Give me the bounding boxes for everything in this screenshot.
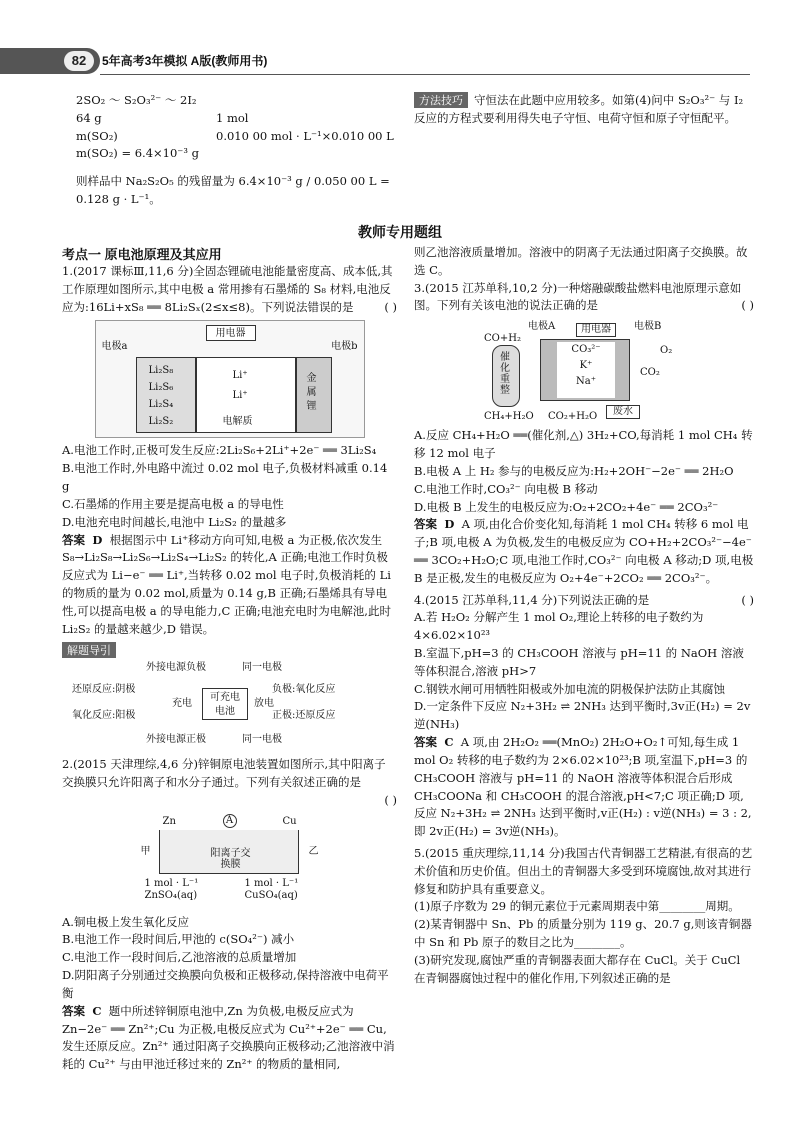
q2-option-b: B.电池工作一段时间后,甲池的 c(SO₄²⁻) 减小 (62, 932, 295, 947)
q5-part-3: (3)研究发现,腐蚀严重的青铜器表面大都存在 CuCl。关于 CuCl 在青铜器腐蚀过程中的催化作用,下列叙述正确的是 (414, 952, 741, 985)
guide-center2: 电池 (215, 706, 235, 718)
q4-stem: 4.(2015 江苏单科,11,4 分)下列说法正确的是 ( ) (414, 592, 754, 607)
answer-value: D (92, 532, 103, 547)
fig3-electrode-b: 电极B (634, 321, 662, 333)
fig2-zinc-copper-cell (140, 814, 319, 910)
method-tip-tag: 方法技巧 (414, 92, 468, 108)
q1-option-d: D.电池充电时间越长,电池中 Li₂S₂ 的量越多 (62, 514, 287, 529)
answer-explain: A 项,由化合价变化知,每消耗 1 mol CH₄ 转移 6 mol 电子;B 项,电极 A 为负极,发生的电极反应为 CO+H₂+2CO₃²⁻−4e⁻ ══ 3CO₂+H₂O;C 项,电池工作时,CO₃²⁻ 向电极 A 移动;D 项,电极 B 是正极,发生的电极反应为 O₂+4e⁻+2CO₂ ══ 2CO₃²⁻。 (414, 517, 754, 585)
calc-block (62, 92, 397, 209)
q4-option-a: A.若 H₂O₂ 分解产生 1 mol O₂,理论上转移的电子数约为 4×6.02×10²³ (414, 610, 704, 643)
fig3-reformer (492, 345, 520, 407)
fig1-electrolyte: 电解质 (222, 416, 253, 428)
guide-r1l: 还原反应:阴极 (72, 684, 136, 696)
guide-top: 外接电源负极 (146, 662, 206, 674)
q2-paren: ( ) (384, 792, 397, 807)
fig1-electrode-b: 电极b (331, 341, 358, 353)
q1-option-a: A.电池工作时,正极可发生反应:2Li₂S₆+2Li⁺+2e⁻ ══ 3Li₂S₄ (62, 443, 377, 458)
fig1-device: 用电器 (206, 325, 256, 341)
fig3-inlet: CO+H₂ (484, 333, 521, 345)
fig1-cathode-block (136, 357, 196, 433)
fig1-metal-block (296, 357, 332, 433)
q1-stem: 1.(2017 课标Ⅲ,11,6 分)全固态锂硫电池能量密度高、成本低,其工作原理如图所示,其中电极 a 常用掺有石墨烯的 S₈ 材料,电池反应为:16Li+xS₈ ══ 8Li₂Sₓ(2≤x≤8)。下列说法错误的是 ( ) (62, 264, 397, 314)
guide-charge: 充电 (172, 698, 192, 710)
fig1-metal: 金属锂 (306, 373, 317, 413)
right-column (414, 244, 754, 987)
guide-center (202, 688, 248, 720)
fig2-right-solution: 1 mol · L⁻¹ CuSO₄(aq) (244, 877, 299, 901)
fig3-waste: 废水 (606, 405, 640, 419)
method-tip (414, 92, 754, 128)
guide-r1r: 负极:氧化反应 (272, 684, 336, 696)
fig2-zn: Zn (162, 815, 176, 827)
answer-explain: 根据图示中 Li⁺移动方向可知,电极 a 为正极,依次发生 S₈→Li₂S₈→Li₂S₆→Li₂S₄→Li₂S₂ 的转化,A 正确;电池工作时负极反应式为 Li−e⁻ ══ Li⁺,当转移 0.02 mol 电子时,负极消耗的 Li 的物质的量为 0.02 mol,质量为 0.14 g,B 正确;石墨烯具有导电性,可以提高电极 a 的导电能力,C 正确;电池充电时为电解池,此时 Li₂S₂ 的量越来越少,D 错误。 (62, 532, 391, 636)
calc-line-5: 则样品中 Na₂S₂O₅ 的残留量为 6.4×10⁻³ g / 0.050 00 L = 0.128 g · L⁻¹。 (76, 174, 390, 207)
calc-line-3: m(SO₂) 0.010 00 mol · L⁻¹×0.010 00 L (76, 128, 394, 143)
fig1-label: Li₂S₆ (148, 382, 174, 394)
fig2-yi: 乙 (308, 845, 319, 857)
fig2-cu: Cu (282, 815, 297, 827)
fig2-left-solution: 1 mol · L⁻¹ ZnSO₄(aq) (144, 877, 199, 901)
kp-title: 考点一 原电池原理及其应用 (62, 247, 222, 262)
answer-value: C (444, 735, 454, 750)
fig2-jia: 甲 (140, 845, 151, 857)
q4-option-d: D.一定条件下反应 N₂+3H₂ ⇌ 2NH₃ 达到平衡时,3v正(H₂) = 2v逆(NH₃) (414, 699, 751, 732)
answer-value: D (444, 517, 455, 532)
q5-part-1: (1)原子序数为 29 的铜元素位于元素周期表中第________周期。 (414, 899, 740, 914)
guide-bottom2: 同一电极 (242, 734, 282, 746)
q5-stem: 5.(2015 重庆理综,11,14 分)我国古代青铜器工艺精湛,有很高的艺术价值和历史价值。但出土的青铜器大多受到环境腐蚀,故对其进行修复和防护具有重要意义。 (414, 845, 753, 896)
fig1-li-ion: Li⁺ (232, 390, 248, 402)
fig1-electrolyte-block (196, 357, 296, 433)
q4-option-b: B.室温下,pH=3 的 CH₃COOH 溶液与 pH=11 的 NaOH 溶液等体积混合,溶液 pH>7 (414, 646, 744, 678)
answer-explain: A 项,由 2H₂O₂ ══(MnO₂) 2H₂O+O₂↑可知,每生成 1 mol O₂ 转移的电子数约为 2×6.02×10²³;B 项,室温下,pH=3 的 CH₃COOH 溶液与 pH=11 的 NaOH 溶液等体积混合后形成 CH₃COONa 和 CH₃COOH 的混合溶液,pH<7;C 项正确;D 项,反应 N₂+3H₂ ⇌ 2NH₃ 达到平衡时,v正(H₂) : v逆(NH₃) = 3 : 2,即 2v正(H₂) = 3v逆(NH₃)。 (414, 735, 752, 839)
calc-line-4: m(SO₂) = 6.4×10⁻³ g (76, 146, 199, 161)
fig1-electrode-a: 电极a (101, 341, 128, 353)
fig3-ion: K⁺ (579, 360, 593, 372)
q3-option-d: D.电极 B 上发生的电极反应为:O₂+2CO₂+4e⁻ ══ 2CO₃²⁻ (414, 499, 719, 514)
q3-option-c: C.电池工作时,CO₃²⁻ 向电极 B 移动 (414, 481, 598, 496)
guide-center1: 可充电 (210, 692, 240, 704)
q2-continued: 则乙池溶液质量增加。溶液中的阴离子无法通过阳离子交换膜。故选 C。 (414, 245, 748, 277)
q2-stem: 2.(2015 天津理综,4,6 分)锌铜原电池装置如图所示,其中阳离子交换膜只允许阳离子和水分子通过。下列有关叙述正确的是 (62, 757, 386, 789)
section-title: 教师专用题组 (358, 224, 442, 240)
answer-label: 答案 (62, 532, 85, 547)
q4-option-c: C.钢铁水闸可用牺牲阳极或外加电流的阴极保护法防止其腐蚀 (414, 681, 726, 696)
fig3-electrolyte (557, 342, 615, 398)
q3-option-a: A.反应 CH₄+H₂O ══(催化剂,△) 3H₂+CO,每消耗 1 mol CH₄ 转移 12 mol 电子 (414, 428, 753, 461)
q2-option-c: C.电池工作一段时间后,乙池溶液的总质量增加 (62, 950, 297, 965)
q1-answer (62, 532, 397, 639)
answer-label: 答案 (62, 1003, 85, 1018)
fig3-outlet: CO₂+H₂O (548, 411, 598, 423)
method-tip-text: 守恒法在此题中应用较多。如第(4)问中 S₂O₃²⁻ 与 I₂ 反应的方程式要利用得失电子守恒、电荷守恒和原子守恒配平。 (414, 93, 744, 125)
fig3-device: 用电器 (576, 323, 616, 337)
fig2-membrane: 阳离子交换膜 (210, 847, 251, 870)
fig1-label: Li₂S₂ (148, 416, 174, 428)
q2-option-d: D.阴阳离子分别通过交换膜向负极和正极移动,保持溶液中电荷平衡 (62, 968, 389, 1000)
answer-label: 答案 (414, 735, 437, 750)
answer-value: C (92, 1003, 102, 1018)
guide-bottom: 外接电源正极 (146, 734, 206, 746)
calc-line-2: 64 g 1 mol (76, 110, 249, 125)
fig3-ch4: CH₄+H₂O (484, 411, 534, 423)
guide-r2r: 正极:还原反应 (272, 710, 336, 722)
left-column (62, 244, 397, 1074)
header-rule (100, 74, 750, 75)
q1-option-c: C.石墨烯的作用主要是提高电极 a 的导电性 (62, 496, 284, 511)
guide-r2l: 氧化反应:阳极 (72, 710, 136, 722)
q3-answer (414, 516, 754, 587)
q1-option-b: B.电池工作时,外电路中流过 0.02 mol 电子,负极材料减重 0.14 g (62, 461, 388, 494)
fig3-o2: O₂ (660, 345, 673, 357)
fig3-electrode-a: 电极A (528, 321, 556, 333)
fig3-reform: 催化重整 (500, 352, 510, 397)
q5-part-2: (2)某青铜器中 Sn、Pb 的质量分别为 119 g、20.7 g,则该青铜器中 Sn 和 Pb 原子的数目之比为________。 (414, 917, 752, 949)
guide-tag: 解题导引 (62, 642, 116, 658)
q2-answer (62, 1003, 397, 1074)
fig1-label: Li₂S₈ (148, 365, 174, 377)
q3-stem: 3.(2015 江苏单科,10,2 分)一种熔融碳酸盐燃料电池原理示意如图。下列有关该电池的说法正确的是 ( ) (414, 280, 754, 313)
fig1-label: Li₂S₄ (148, 399, 174, 411)
answer-label: 答案 (414, 517, 437, 532)
guide-discharge: 放电 (254, 698, 274, 710)
fig3-ion: CO₃²⁻ (571, 344, 601, 356)
fig3-ion: Na⁺ (576, 376, 596, 388)
answer-explain: 题中所述锌铜原电池中,Zn 为负极,电极反应式为 Zn−2e⁻ ══ Zn²⁺;Cu 为正极,电极反应式为 Cu²⁺+2e⁻ ══ Cu,发生还原反应。Zn²⁺ 通过阳离子交换膜向正极移动;乙池溶液中消耗的 Cu²⁺ 与由甲池迁移过来的 Zn²⁺ 的物质的量相同, (62, 1003, 395, 1072)
fig3-co2: CO₂ (640, 367, 660, 379)
fig1-lithium-sulfur-cell (95, 320, 365, 438)
guide-diagram (62, 660, 397, 756)
fig2-ammeter: A (223, 814, 237, 828)
fig1-li-ion: Li⁺ (232, 370, 248, 382)
q4-answer (414, 734, 754, 841)
book-title: 5年高考3年模拟 A版(教师用书) (102, 54, 268, 68)
fig3-molten-carbonate-cell (484, 319, 684, 423)
guide-top2: 同一电极 (242, 662, 282, 674)
page-number: 82 (64, 51, 94, 71)
q3-option-b: B.电极 A 上 H₂ 参与的电极反应为:H₂+2OH⁻−2e⁻ ══ 2H₂O (414, 463, 734, 478)
calc-line-1: 2SO₂ ～ S₂O₃²⁻ ～ 2I₂ (76, 93, 197, 107)
fig3-cell (540, 339, 630, 401)
q2-option-a: A.铜电极上发生氧化反应 (62, 914, 189, 929)
